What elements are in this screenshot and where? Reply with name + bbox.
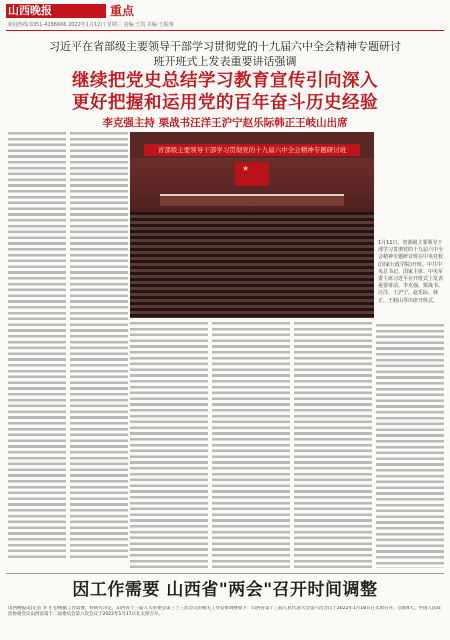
headline-line-2: 更好把握和运用党的百年奋斗历史经验 (72, 93, 378, 113)
section-name: 重点 (110, 4, 135, 18)
bottom-article: 山西晚报讯(记者 李飞飞)根据工作需要，经研究决定，山西省十三届人大常委会第三十三次会议的相关工作安排调整如下：山西省第十三届人民代表大会第六次会议于2022年1月18日在太原召开，会期4天。中国人民政治协商会议山西省第十二届委员会第六次会议于2022年1月17日在太原召开。 (8, 606, 441, 618)
subheadline: 李克强主持 栗战书汪洋王沪宁赵乐际韩正王岐山出席 (102, 117, 348, 129)
page-number: 02 (82, 3, 102, 19)
kicker-line-2: 班开班式上发表重要讲话强调 (153, 55, 297, 68)
masthead (0, 0, 450, 22)
conference-photo (130, 132, 374, 318)
article-column-2 (70, 132, 128, 560)
newspaper-logo: 山西晚报 (8, 4, 52, 17)
photo-audience (130, 212, 374, 318)
article-column-6 (376, 324, 444, 568)
article-column-3 (130, 322, 208, 568)
article-body (8, 132, 128, 560)
kicker-line-1: 习近平在省部级主要领导干部学习贯彻党的十九届六中全会精神专题研讨 (49, 40, 401, 53)
bottom-headline: 因工作需要 山西省"两会"召开时间调整 (72, 580, 378, 600)
bottom-divider (6, 573, 444, 574)
masthead-divider (6, 30, 444, 31)
photo-emblem (235, 162, 269, 186)
headline-line-1: 继续把党史总结学习教育宣传引向深入 (72, 71, 378, 91)
photo-dais (160, 194, 344, 206)
photo-caption: 1月11日，省部级主要领导干部学习贯彻党的十九届六中全会精神专题研讨班在中央党校(国家行政学院)开班。中共中央总书记、国家主席、中央军委主席习近平在开班式上发表重要讲话。李克强、栗战书、汪洋、王沪宁、赵乐际、韩正、王岐山等出席开班式。 (378, 240, 444, 304)
article-lead (8, 132, 66, 165)
article-column-4 (212, 322, 290, 568)
photo-banner: 省部级主要领导干部学习贯彻党的十九届六中全会精神专题研讨班 (144, 144, 360, 156)
article-column-5 (294, 322, 372, 568)
star-icon: ★ (242, 164, 250, 173)
masthead-info: 新闻热线:0351-4286666 2022年1月12日 星期三 责编:王凯 美编:王振翔 (8, 22, 174, 28)
article-column-1 (8, 132, 66, 560)
